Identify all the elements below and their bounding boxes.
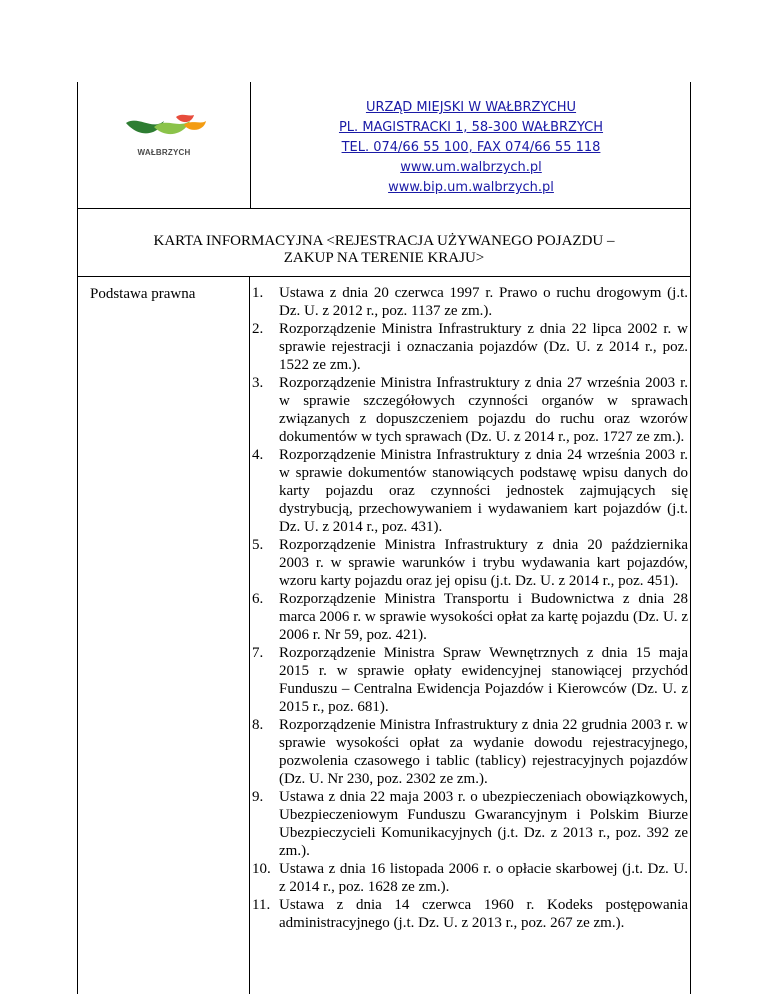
list-item: 1. Ustawa z dnia 20 czerwca 1997 r. Prawo o ruchu drogowym (j.t. Dz. U. z 2012 r., poz. 1137 ze zm.). [252,285,688,319]
list-item: 8. Rozporządzenie Ministra Infrastruktury z dnia 22 grudnia 2003 r. w sprawie wysokości opłat za wydanie dowodu rejestracyjnego, pozwolenia czasowego i tablic (tablicy) rejestracyjnych pojazdów (Dz. U. Nr 230, poz. 2302 ze zm.). [252,717,688,787]
list-item: 5. Rozporządzenie Ministra Infrastruktury z dnia 20 października 2003 r. w sprawie warunków i trybu wydawania kart pojazdów, wzoru karty pojazdu oraz jej opisu (j.t. Dz. U. z 2014 r., poz. 451). [252,537,688,589]
logo-graphic-icon [120,113,208,149]
office-bip-link[interactable]: www.bip.um.walbrzych.pl [388,180,554,195]
section-label: Podstawa prawna [90,286,196,302]
office-name[interactable]: URZĄD MIEJSKI W WAŁBRZYCHU [365,100,577,115]
list-item: 2. Rozporządzenie Ministra Infrastruktury z dnia 22 lipca 2002 r. w sprawie rejestracji i oznaczania pojazdów (Dz. U. z 2014 r., poz. 1522 ze zm.). [252,321,688,373]
office-info [252,98,690,198]
header-column-divider [250,82,251,208]
card-title [78,233,690,267]
list-item: 4. Rozporządzenie Ministra Infrastruktury z dnia 24 września 2003 r. w sprawie dokumentów stanowiących podstawę wpisu danych do karty pojazdu oraz czynności jednostek zajmujących się dystrybucją, przechowywaniem i wydawaniem kart pojazdów (j.t. Dz. U. z 2014 r., poz. 431). [252,447,688,535]
row-divider-2 [77,276,691,277]
walbrzych-logo [120,113,208,163]
list-item: 6. Rozporządzenie Ministra Transportu i Budownictwa z dnia 28 marca 2006 r. w sprawie wysokości opłat za kartę pojazdu (Dz. U. z 2006 r. Nr 59, poz. 421). [252,591,688,643]
office-address[interactable]: PL. MAGISTRACKI 1, 58-300 WAŁBRZYCH [338,120,604,135]
list-item: 11. Ustawa z dnia 14 czerwca 1960 r. Kodeks postępowania administracyjnego (j.t. Dz. U. z 2013 r., poz. 267 ze zm.). [252,897,688,931]
list-item: 9. Ustawa z dnia 22 maja 2003 r. o ubezpieczeniach obowiązkowych, Ubezpieczeniowym Funduszu Gwarancyjnym i Polskim Biurze Ubezpieczycieli Komunikacyjnych (j.t. Dz. z 2013 r., poz. 392 ze zm.). [252,789,688,859]
card-title-line-1: KARTA INFORMACYJNA <REJESTRACJA UŻYWANEGO POJAZDU – [153,233,615,249]
legal-basis-list [250,284,688,932]
list-item: 3. Rozporządzenie Ministra Infrastruktury z dnia 27 września 2003 r. w sprawie szczegółowych czynności organów w sprawach związanych z dopuszczeniem pojazdu do ruchu oraz wzorów dokumentów w tych sprawach (Dz. U. z 2014 r., poz. 1727 ze zm.). [252,375,688,445]
office-phone[interactable]: TEL. 074/66 55 100, FAX 074/66 55 118 [341,140,601,155]
list-item: 7. Rozporządzenie Ministra Spraw Wewnętrznych z dnia 15 maja 2015 r. w sprawie opłaty ewidencyjnej stanowiącej przychód Funduszu – Centralna Ewidencja Pojazdów i Kierowców (Dz. U. z 2015 r., poz. 681). [252,645,688,715]
list-item: 10. Ustawa z dnia 16 listopada 2006 r. o opłacie skarbowej (j.t. Dz. U. z 2014 r., poz. 1628 ze zm.). [252,861,688,895]
row-divider-1 [77,208,691,209]
card-title-line-2: ZAKUP NA TERENIE KRAJU> [283,250,485,266]
logo-text: WAŁBRZYCH [137,148,191,157]
office-website-link[interactable]: www.um.walbrzych.pl [400,160,542,175]
